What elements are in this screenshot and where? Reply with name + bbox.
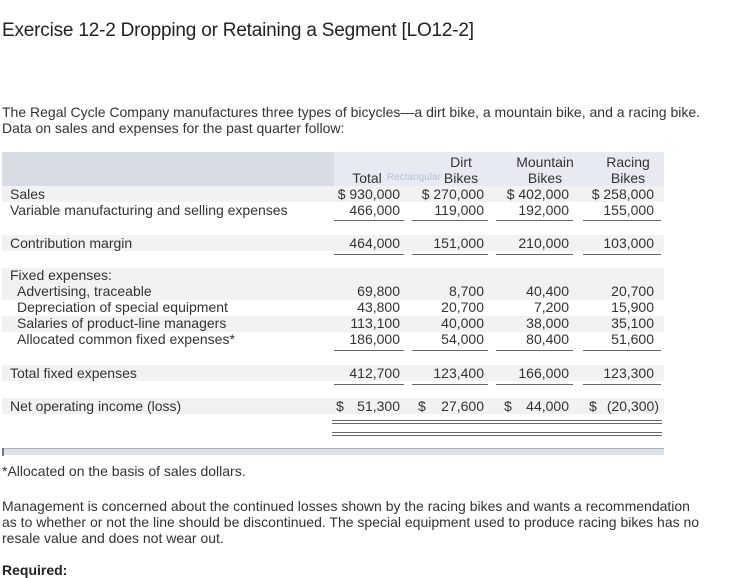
header-mountain-line2: Bikes	[527, 170, 563, 186]
cell-racing: 20,700	[611, 283, 654, 299]
row-label: Net operating income (loss)	[10, 398, 182, 414]
cell-mountain: 80,400	[526, 331, 569, 347]
cell-mountain: 44,000	[526, 398, 569, 414]
underline-mountain	[496, 254, 573, 255]
cell-racing-currency: $	[589, 398, 597, 414]
cell-dirt-currency: $	[418, 398, 426, 414]
cell-mountain: 210,000	[518, 235, 569, 251]
underline-dirt	[412, 254, 488, 255]
cell-dirt: 8,700	[448, 283, 484, 299]
cell-total: 51,300	[357, 398, 400, 414]
cell-mountain: $ 402,000	[506, 186, 569, 202]
row-label: Sales	[10, 186, 46, 202]
underline-mountain	[496, 350, 573, 351]
cell-racing: 123,300	[603, 365, 654, 381]
cell-mountain: 192,000	[518, 202, 569, 218]
underline-dirt	[412, 350, 488, 351]
cell-dirt: 54,000	[441, 331, 484, 347]
header-dirt-line1: Dirt	[450, 154, 472, 170]
double-underline-2	[332, 432, 662, 436]
double-underline-1	[332, 420, 662, 424]
footnote: *Allocated on the basis of sales dollars.	[2, 463, 246, 479]
cell-dirt: 40,000	[441, 315, 484, 331]
cell-racing: 35,100	[611, 315, 654, 331]
income-statement-table	[2, 152, 664, 456]
intro-paragraph: The Regal Cycle Company manufactures three types of bicycles—a dirt bike, a mountain bike, and a racing bike. Data on sales and expenses for the past quarter follow:	[2, 104, 701, 136]
header-mountain-line1: Mountain	[516, 154, 574, 170]
underline-racing	[583, 384, 661, 385]
cell-dirt: $ 270,000	[421, 186, 484, 202]
cell-total: 186,000	[349, 331, 400, 347]
cell-total: 464,000	[349, 235, 400, 251]
header-total: Total	[352, 170, 382, 186]
row-label: Salaries of product-line managers	[17, 315, 227, 331]
page-title: Exercise 12-2 Dropping or Retaining a Segment [LO12-2]	[2, 20, 474, 41]
cell-mountain: 7,200	[533, 299, 569, 315]
cell-total: 113,100	[350, 315, 400, 331]
cell-racing: 103,000	[603, 235, 654, 251]
cell-total: 412,700	[349, 365, 400, 381]
cell-total: 466,000	[349, 202, 400, 218]
cell-dirt: 123,400	[433, 365, 484, 381]
header-racing-line1: Racing	[606, 154, 650, 170]
underline-dirt	[412, 220, 488, 221]
fixed-expenses-heading: Fixed expenses:	[10, 267, 112, 283]
cell-racing: 155,000	[603, 202, 654, 218]
cell-dirt: 27,600	[441, 398, 484, 414]
management-paragraph: Management is concerned about the continued losses shown by the racing bikes and wants a recommendation as to whether or not the line should be discontinued. The special equipment used to produce racing bikes has no resale value and does not wear out.	[2, 498, 700, 546]
underline-total	[334, 254, 404, 255]
underline-racing	[583, 220, 661, 221]
table-bottom-bar-marker	[2, 448, 4, 456]
cell-dirt: 20,700	[441, 299, 484, 315]
underline-total	[334, 220, 404, 221]
header-racing-line2: Bikes	[610, 170, 646, 186]
header-dirt-line2: Bikes	[443, 170, 479, 186]
row-label: Advertising, traceable	[17, 283, 152, 299]
cell-total: $ 930,000	[337, 186, 400, 202]
underline-mountain	[496, 220, 573, 221]
cell-mountain: 40,400	[526, 283, 569, 299]
underline-total	[334, 350, 404, 351]
cell-racing: $ 258,000	[591, 186, 654, 202]
cell-mountain: 38,000	[526, 315, 569, 331]
underline-racing	[583, 254, 661, 255]
cell-total: 69,800	[357, 283, 400, 299]
row-label: Total fixed expenses	[10, 365, 137, 381]
table-bottom-bar	[2, 448, 664, 455]
cell-total-currency: $	[336, 398, 344, 414]
underline-mountain	[496, 384, 573, 385]
row-label: Depreciation of special equipment	[17, 299, 228, 315]
required-heading: Required:	[2, 562, 68, 578]
cell-racing: 15,900	[611, 299, 654, 315]
row-label: Allocated common fixed expenses*	[17, 331, 235, 347]
underline-racing	[583, 350, 661, 351]
cell-mountain: 166,000	[518, 365, 569, 381]
cell-dirt: 151,000	[433, 235, 484, 251]
cell-total: 43,800	[357, 299, 400, 315]
underline-total	[334, 384, 404, 385]
row-label: Variable manufacturing and selling expenses	[10, 202, 288, 218]
cell-mountain-currency: $	[504, 398, 512, 414]
cell-racing: 51,600	[611, 331, 654, 347]
rectangular-watermark: Rectangular	[387, 172, 441, 183]
underline-dirt	[412, 384, 488, 385]
cell-racing: (20,300)	[606, 398, 659, 414]
row-label: Contribution margin	[10, 235, 133, 251]
cell-dirt: 119,000	[434, 202, 484, 218]
